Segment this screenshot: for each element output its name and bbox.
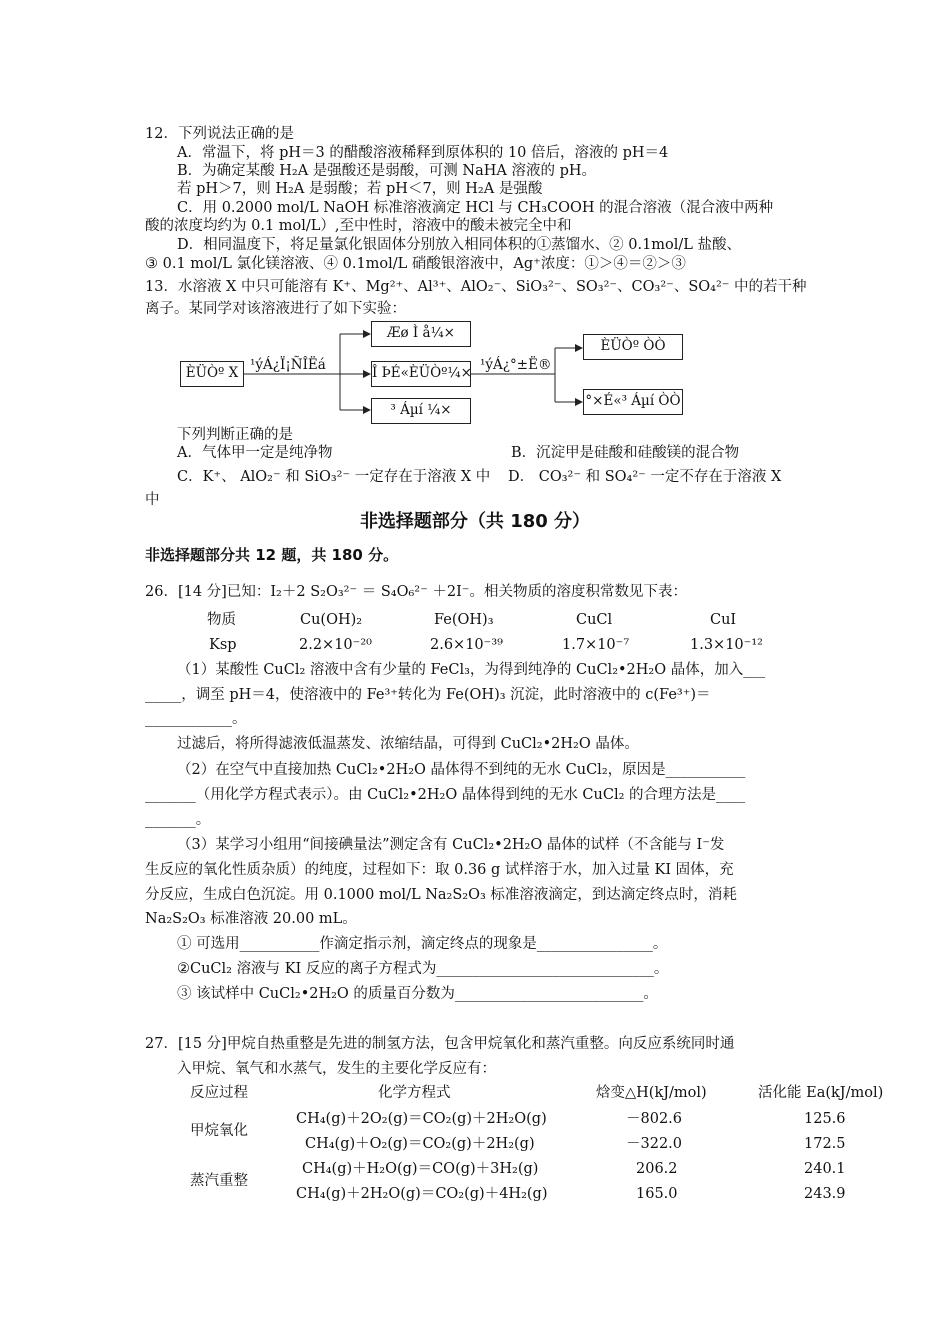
q26-sub3: ③ 该试样中 CuCl₂•2H₂O 的质量百分数为__________________________。 bbox=[177, 986, 658, 1002]
q26-part3-line2: 生反应的氧化性质杂质）的纯度，过程如下：取 0.36 g 试样溶于水，加入过量 KI 固体，充 bbox=[145, 862, 734, 878]
q27-row-activation: 243.9 bbox=[804, 1186, 846, 1202]
q27-row-equation: CH₄(g)＋2H₂O(g)＝CO₂(g)＋4H₂(g) bbox=[296, 1186, 548, 1202]
q26-stem: 26．[14 分]已知：I₂＋2 S₂O₃²⁻ ＝ S₄O₆²⁻ ＋2I⁻。相关物质的溶度积常数见下表： bbox=[145, 584, 687, 600]
q27-row-enthalpy: －322.0 bbox=[626, 1136, 683, 1152]
q27-row-equation: CH₄(g)＋2O₂(g)＝CO₂(g)＋2H₂O(g) bbox=[296, 1111, 547, 1127]
q27-header-enthalpy: 焓变△H(kJ/mol) bbox=[596, 1085, 707, 1101]
ksp-header-substance: 物质 bbox=[207, 612, 236, 628]
q13-option-b: B．沉淀甲是硅酸和硅酸镁的混合物 bbox=[511, 445, 740, 461]
q27-row-equation: CH₄(g)＋H₂O(g)＝CO(g)＋3H₂(g) bbox=[302, 1161, 539, 1177]
q27-header-activation: 活化能 Ea(kJ/mol) bbox=[758, 1085, 884, 1101]
ksp-header-cuoh2: Cu(OH)₂ bbox=[300, 612, 363, 628]
q13-option-a: A．气体甲一定是纯净物 bbox=[177, 445, 333, 461]
q13-stem: 13．水溶液 X 中只可能溶有 K⁺、Mg²⁺、Al³⁺、AlO₂⁻、SiO₃²⁻、SO₃²⁻、CO₃²⁻、SO₄²⁻ 中的若干种 bbox=[145, 279, 807, 295]
flowchart-arrows bbox=[0, 0, 950, 440]
q12-option-b-cont: 若 pH＞7，则 H₂A 是弱酸；若 pH＜7，则 H₂A 是强酸 bbox=[177, 181, 543, 197]
q12-option-d-cont: ③ 0.1 mol/L 氯化镁溶液、④ 0.1mol/L 硝酸银溶液中，Ag⁺浓度：①＞④＝②＞③ bbox=[145, 256, 686, 272]
ksp-header-cucl: CuCl bbox=[576, 612, 613, 628]
q13-option-d: D． CO₃²⁻ 和 SO₄²⁻ 一定不存在于溶液 X bbox=[508, 469, 782, 485]
flow-arrow-label-hcl: ¹ýÁ¿Ï¡ÑÎËá bbox=[250, 357, 326, 373]
q26-part1-line4: 过滤后，将所得滤液低温蒸发、浓缩结晶，可得到 CuCl₂•2H₂O 晶体。 bbox=[177, 736, 639, 752]
q26-part3-line1: （3）某学习小组用“间接碘量法”测定含有 CuCl₂•2H₂O 晶体的试样（不含能与 I⁻发 bbox=[177, 837, 725, 853]
q26-part3-line4: Na₂S₂O₃ 标准溶液 20.00 mL。 bbox=[145, 911, 357, 927]
q27-group-oxidation: 甲烷氧化 bbox=[190, 1123, 248, 1139]
q26-sub1: ① 可选用___________作滴定指示剂，滴定终点的现象是________________。 bbox=[177, 936, 668, 952]
q26-part3-line3: 分反应，生成白色沉淀。用 0.1000 mol/L Na₂S₂O₃ 标准溶液滴定，到达滴定终点时，消耗 bbox=[145, 887, 737, 903]
flow-solution-x: ÈÜÒº X bbox=[180, 361, 244, 387]
flow-solution-jia: Î ÞÉ«ÈÜÒº¼× bbox=[371, 361, 471, 387]
ksp-value-cuoh2: 2.2×10⁻²⁰ bbox=[299, 637, 372, 653]
q12-option-d: D．相同温度下，将足量氯化银固体分别放入相同体积的①蒸馏水、② 0.1mol/L 盐酸、 bbox=[177, 237, 742, 253]
q12-option-c-cont: 酸的浓度均约为 0.1 mol/L）,至中性时，溶液中的酸未被完全中和 bbox=[145, 218, 572, 234]
q26-sub2: ②CuCl₂ 溶液与 KI 反应的离子方程式为______________________________。 bbox=[177, 961, 669, 977]
q26-part1-line2: _____，调至 pH＝4，使溶液中的 Fe³⁺转化为 Fe(OH)₃ 沉淀，此时溶液中的 c(Fe³⁺)＝ bbox=[145, 687, 711, 703]
flow-precipitate-jia: ³ Áµí ¼× bbox=[371, 398, 471, 424]
q27-header-process: 反应过程 bbox=[190, 1085, 248, 1101]
ksp-header-feoh3: Fe(OH)₃ bbox=[434, 612, 494, 628]
ksp-value-cui: 1.3×10⁻¹² bbox=[690, 637, 763, 653]
q13-option-c: C．K⁺、 AlO₂⁻ 和 SiO₃²⁻ 一定存在于溶液 X 中 bbox=[177, 469, 491, 485]
flow-arrow-label-ammonia: ¹ýÁ¿°±Ë® bbox=[480, 357, 552, 373]
q27-row-equation: CH₄(g)＋O₂(g)＝CO₂(g)＋2H₂(g) bbox=[305, 1136, 535, 1152]
q13-stem-cont: 离子。某同学对该溶液进行了如下实验： bbox=[145, 301, 406, 317]
q27-row-activation: 172.5 bbox=[804, 1136, 846, 1152]
q27-row-activation: 125.6 bbox=[804, 1111, 846, 1127]
q12-option-a: A．常温下，将 pH＝3 的醋酸溶液稀释到原体积的 10 倍后，溶液的 pH＝4 bbox=[177, 145, 669, 161]
q26-part2-line3: _______。 bbox=[145, 812, 211, 828]
q12-stem: 12．下列说法正确的是 bbox=[145, 126, 294, 142]
ksp-value-feoh3: 2.6×10⁻³⁹ bbox=[430, 637, 503, 653]
q27-group-reforming: 蒸汽重整 bbox=[190, 1173, 248, 1189]
q27-row-enthalpy: 165.0 bbox=[636, 1186, 678, 1202]
q26-part2-line2: _______（用化学方程式表示）。由 CuCl₂•2H₂O 晶体得到纯的无水 CuCl₂ 的合理方法是____ bbox=[145, 787, 746, 803]
q12-option-c: C．用 0.2000 mol/L NaOH 标准溶液滴定 HCl 与 CH₃COOH 的混合溶液（混合液中两种 bbox=[177, 200, 774, 216]
flow-precipitate-yi: °×É«³ Áµí ÒÒ bbox=[583, 389, 683, 415]
ksp-row-label: Ksp bbox=[209, 637, 237, 653]
q13-option-d-cont: 中 bbox=[145, 492, 160, 508]
q27-row-enthalpy: 206.2 bbox=[636, 1161, 678, 1177]
q12-option-b: B．为确定某酸 H₂A 是强酸还是弱酸，可测 NaHA 溶液的 pH。 bbox=[177, 163, 597, 179]
flow-solution-yi: ÈÜÒº ÒÒ bbox=[583, 334, 683, 360]
section-subtitle: 非选择题部分共 12 题，共 180 分。 bbox=[145, 546, 399, 564]
section-title: 非选择题部分（共 180 分） bbox=[359, 511, 591, 532]
q13-judge: 下列判断正确的是 bbox=[177, 427, 293, 443]
q27-header-equation: 化学方程式 bbox=[378, 1085, 451, 1101]
q27-row-activation: 240.1 bbox=[804, 1161, 846, 1177]
q27-row-enthalpy: －802.6 bbox=[626, 1111, 683, 1127]
q27-stem-cont: 入甲烷、氧气和水蒸气，发生的主要化学反应有： bbox=[177, 1061, 496, 1077]
flow-gas-jia: Æø Ì å¼× bbox=[371, 321, 471, 347]
q26-part1-line1: （1）某酸性 CuCl₂ 溶液中含有少量的 FeCl₃，为得到纯净的 CuCl₂•2H₂O 晶体，加入___ bbox=[177, 662, 765, 678]
ksp-value-cucl: 1.7×10⁻⁷ bbox=[562, 637, 630, 653]
q26-part1-line3: ____________。 bbox=[145, 711, 247, 727]
ksp-header-cui: CuI bbox=[710, 612, 737, 628]
q27-stem: 27．[15 分]甲烷自热重整是先进的制氢方法，包含甲烷氧化和蒸汽重整。向反应系统同时通 bbox=[145, 1036, 735, 1052]
q26-part2-line1: （2）在空气中直接加热 CuCl₂•2H₂O 晶体得不到纯的无水 CuCl₂，原因是___________ bbox=[177, 762, 746, 778]
